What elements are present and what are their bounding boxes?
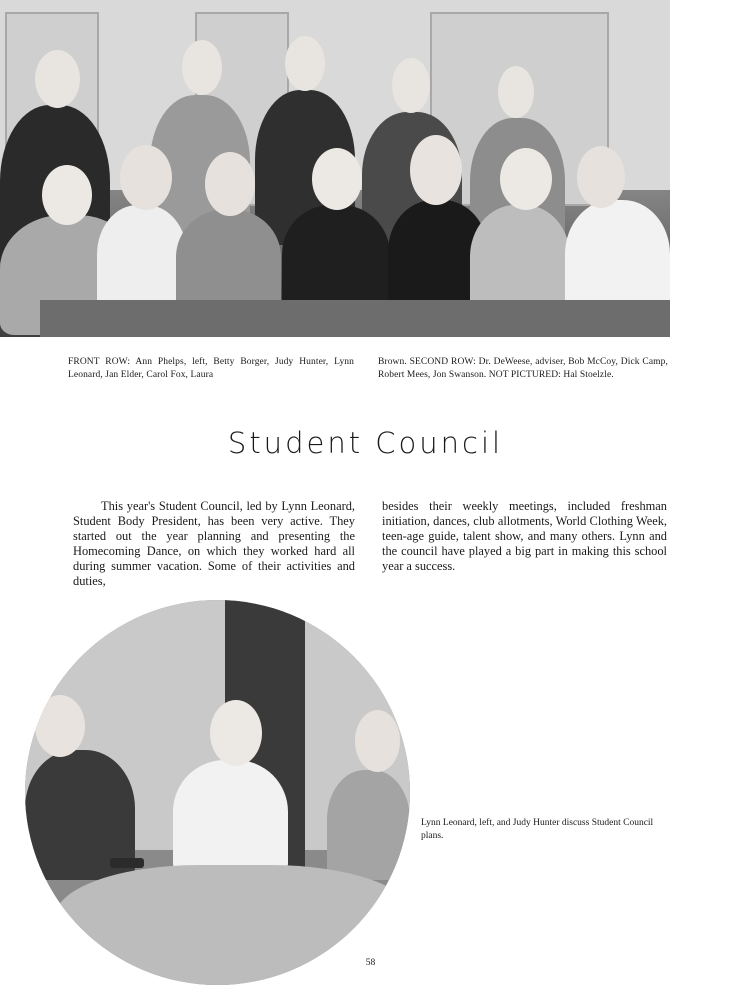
group-photo [0, 0, 670, 337]
body-column-right: besides their weekly meetings, included freshman initiation, dances, club allotments, World Clothing Week, teen-age guide, talent show, and many others. Lynn and the council have played a big part in making this school year a success. [382, 499, 667, 573]
candid-person-middle [173, 760, 288, 875]
back-row-head [285, 36, 325, 91]
photo-table [40, 300, 670, 337]
front-row-head [120, 145, 172, 210]
candid-person-right [327, 770, 410, 880]
back-row-head [182, 40, 222, 95]
front-row-person [97, 205, 187, 315]
back-row-head [498, 66, 534, 118]
body-column-left: This year's Student Council, led by Lynn Leonard, Student Body President, has been very active. They started out the year planning and presenting the Homecoming Dance, on which they worked hard all during summer vacation. Some of their activities and duties, [73, 499, 355, 588]
back-row-head [35, 50, 80, 108]
candid-head-middle [210, 700, 262, 766]
front-row-head [205, 152, 255, 216]
candid-photo [25, 600, 410, 985]
candid-head-right [355, 710, 400, 772]
candid-caption: Lynn Leonard, left, and Judy Hunter discuss Student Council plans. [421, 818, 654, 841]
front-row-head [312, 148, 362, 210]
front-row-head [410, 135, 462, 205]
front-row-head [577, 146, 625, 208]
candid-head-left [35, 695, 85, 757]
group-caption-right: Brown. SECOND ROW: Dr. DeWeese, adviser, Bob McCoy, Dick Camp, Robert Mees, Jon Swanson. NOT PICTURED: Hal Stoelzle. [378, 357, 668, 380]
front-row-head [42, 165, 92, 225]
page-title: Student Council [227, 426, 504, 460]
back-row-head [392, 58, 430, 113]
front-row-person [282, 205, 390, 315]
page-number: 58 [365, 958, 376, 968]
group-caption-left: FRONT ROW: Ann Phelps, left, Betty Borger, Judy Hunter, Lynn Leonard, Jan Elder, Carol Fox, Laura [68, 357, 354, 380]
front-row-head [500, 148, 552, 210]
gavel-icon [110, 858, 144, 868]
